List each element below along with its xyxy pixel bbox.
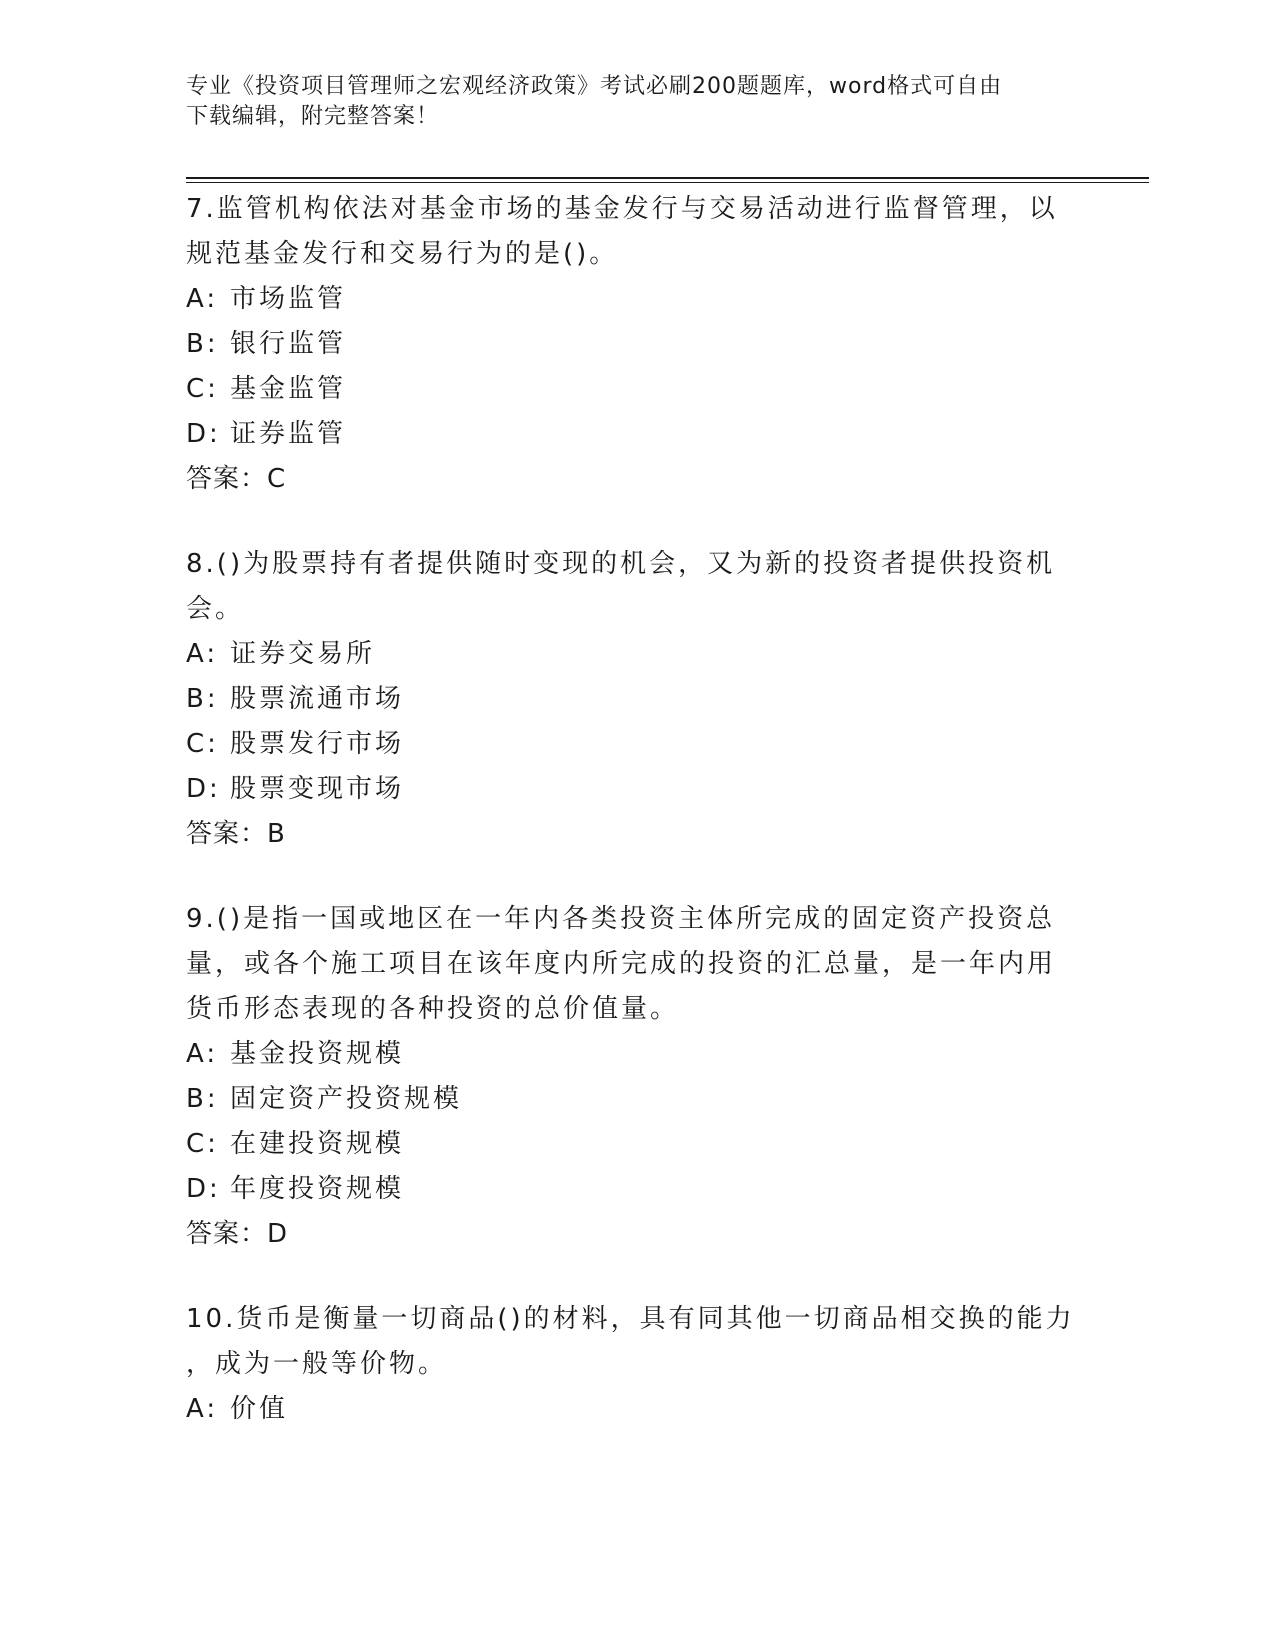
option-letter: B:	[186, 329, 219, 359]
option-text: 年度投资规模	[230, 1174, 405, 1204]
option-letter: A:	[186, 1394, 219, 1424]
header-divider-thin	[186, 182, 1149, 183]
question-stem-line: 7.监管机构依法对基金市场的基金发行与交易活动进行监督管理，以	[186, 194, 1058, 224]
question-stem-line: 货币形态表现的各种投资的总价值量。	[186, 994, 680, 1024]
option-text: 股票流通市场	[230, 684, 405, 714]
question-stem-line: 8.()为股票持有者提供随时变现的机会，又为新的投资者提供投资机	[186, 549, 1056, 579]
option-letter: C:	[186, 374, 219, 404]
question-stem-line: 会。	[186, 594, 245, 624]
answer-line: 答案：D	[186, 1219, 289, 1249]
option-text: 固定资产投资规模	[230, 1084, 463, 1114]
question-10	[186, 1297, 1086, 1432]
option-text: 基金监管	[230, 374, 347, 404]
option-c	[186, 367, 1086, 412]
question-list	[186, 187, 1086, 1472]
question-7	[186, 187, 1086, 502]
option-text: 股票变现市场	[230, 774, 405, 804]
question-stem-line: 9.()是指一国或地区在一年内各类投资主体所完成的固定资产投资总	[186, 904, 1056, 934]
option-letter: D:	[186, 1174, 221, 1204]
option-a	[186, 277, 1086, 322]
option-text: 证券交易所	[230, 639, 376, 669]
question-stem-line: ，成为一般等价物。	[186, 1349, 448, 1379]
option-text: 证券监管	[230, 419, 347, 449]
option-d	[186, 412, 1086, 457]
option-b	[186, 1077, 1086, 1122]
question-stem-line: 量，或各个施工项目在该年度内所完成的投资的汇总量，是一年内用	[186, 949, 1057, 979]
option-text: 价值	[230, 1394, 289, 1424]
option-letter: D:	[186, 774, 221, 804]
option-a	[186, 632, 1086, 677]
answer-line: 答案：C	[186, 464, 287, 494]
header-line-2: 下载编辑，附完整答案！	[186, 104, 440, 129]
option-letter: A:	[186, 639, 219, 669]
option-a	[186, 1032, 1086, 1077]
question-8	[186, 542, 1086, 857]
option-a	[186, 1387, 1086, 1432]
option-letter: D:	[186, 419, 221, 449]
option-text: 股票发行市场	[230, 729, 405, 759]
option-letter: A:	[186, 284, 219, 314]
option-d	[186, 1167, 1086, 1212]
option-c	[186, 722, 1086, 767]
option-b	[186, 677, 1086, 722]
option-letter: B:	[186, 684, 219, 714]
option-text: 在建投资规模	[230, 1129, 405, 1159]
option-text: 银行监管	[230, 329, 347, 359]
option-text: 基金投资规模	[230, 1039, 405, 1069]
question-stem-line: 10.货币是衡量一切商品()的材料，具有同其他一切商品相交换的能力	[186, 1304, 1075, 1334]
answer-line: 答案：B	[186, 819, 286, 849]
document-header	[186, 72, 1066, 132]
option-letter: C:	[186, 729, 219, 759]
header-divider-thick	[186, 177, 1149, 179]
option-letter: B:	[186, 1084, 219, 1114]
header-line-1: 专业《投资项目管理师之宏观经济政策》考试必刷200题题库，word格式可自由	[186, 74, 1003, 99]
option-letter: A:	[186, 1039, 219, 1069]
question-9	[186, 897, 1086, 1257]
option-c	[186, 1122, 1086, 1167]
question-stem-line: 规范基金发行和交易行为的是()。	[186, 239, 619, 269]
option-d	[186, 767, 1086, 812]
option-letter: C:	[186, 1129, 219, 1159]
option-b	[186, 322, 1086, 367]
option-text: 市场监管	[230, 284, 347, 314]
